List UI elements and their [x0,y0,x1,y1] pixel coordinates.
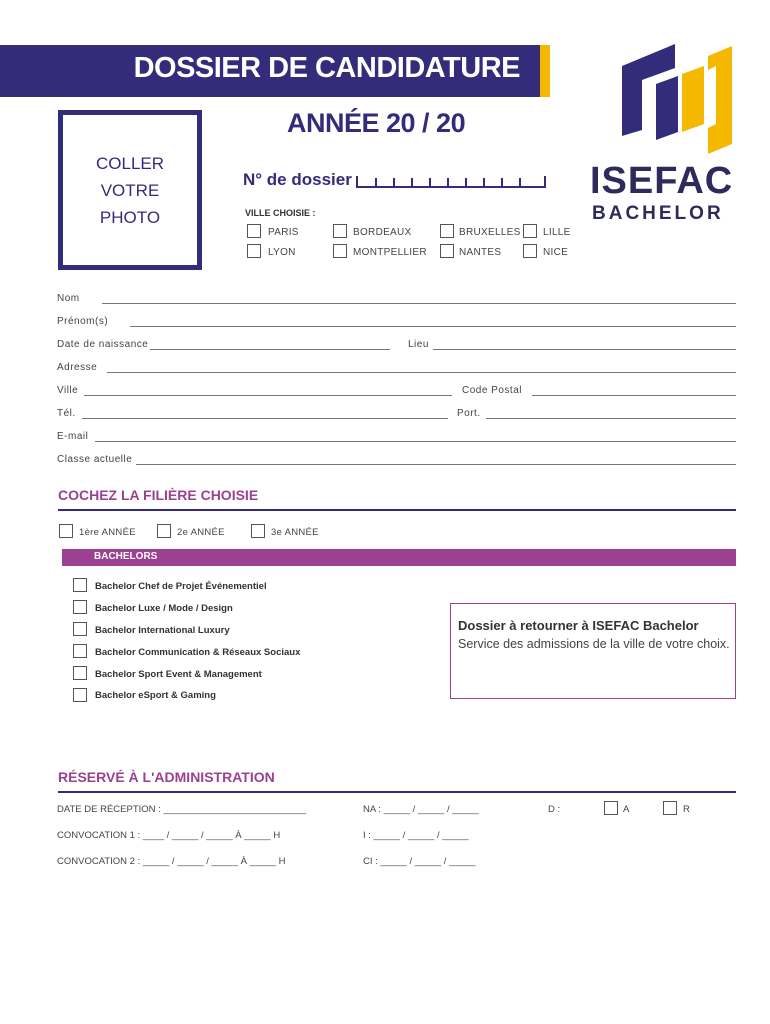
city-label: MONTPELLIER [353,247,427,258]
city-label: NICE [543,247,569,258]
program-checkbox[interactable] [73,688,87,702]
date-reception-field[interactable]: DATE DE RÉCEPTION : ___________________________ [57,804,307,815]
port-label: Port. [457,408,481,419]
ville-field[interactable] [84,395,452,396]
city-checkbox-bruxelles[interactable] [440,224,454,238]
nom-field[interactable] [102,303,736,304]
photo-line: PHOTO [99,208,161,227]
photo-line: COLLER [95,154,165,173]
program-label: Bachelor Luxe / Mode / Design [95,603,233,614]
year-checkbox-1[interactable] [59,524,73,538]
city-checkbox-bordeaux[interactable] [333,224,347,238]
isefac-logo-icon [620,44,738,154]
program-label: Bachelor Chef de Projet Événementiel [95,581,267,592]
classe-field[interactable] [136,464,736,465]
r-checkbox[interactable] [663,801,677,815]
port-field[interactable] [486,418,736,419]
year-label: 2e ANNÉE [177,527,225,538]
filiere-rule [58,509,736,511]
filiere-heading: COCHEZ LA FILIÈRE CHOISIE [58,487,259,503]
program-label: Bachelor eSport & Gaming [95,690,216,701]
year-label: 3e ANNÉE [271,527,319,538]
ville-choisie-label: VILLE CHOISIE : [245,208,316,218]
year-label: 1ère ANNÉE [79,527,136,538]
city-checkbox-nice[interactable] [523,244,537,258]
header-banner-accent [540,45,550,97]
date-naissance-label: Date de naissance [57,339,149,350]
city-label: BRUXELLES [459,227,521,238]
city-label: LYON [268,247,296,258]
city-label: NANTES [459,247,502,258]
email-field[interactable] [95,441,736,442]
a-label: A [623,804,630,815]
code-postal-label: Code Postal [462,385,522,396]
logo-subtitle: BACHELOR [592,203,724,224]
convocation-1-field[interactable]: CONVOCATION 1 : ____ / _____ / _____ À _____ H [57,830,281,841]
convocation-2-field[interactable]: CONVOCATION 2 : _____ / _____ / _____ À _____ H [57,856,286,867]
year-label: ANNÉE 20 / 20 [287,108,466,138]
ville-label: Ville [57,385,79,396]
prenom-label: Prénom(s) [57,316,109,327]
city-label: BORDEAUX [353,227,412,238]
lieu-label: Lieu [408,339,429,350]
page-title: DOSSIER DE CANDIDATURE [133,52,520,84]
program-checkbox[interactable] [73,622,87,636]
program-checkbox[interactable] [73,644,87,658]
prenom-field[interactable] [130,326,736,327]
admin-rule [58,791,736,793]
city-checkbox-nantes[interactable] [440,244,454,258]
program-checkbox[interactable] [73,666,87,680]
adresse-field[interactable] [107,372,736,373]
adresse-label: Adresse [57,362,98,373]
a-checkbox[interactable] [604,801,618,815]
year-checkbox-3[interactable] [251,524,265,538]
ci-field[interactable]: CI : _____ / _____ / _____ [363,856,476,867]
city-label: PARIS [268,227,299,238]
tel-label: Tél. [57,408,76,419]
program-label: Bachelor Communication & Réseaux Sociaux [95,647,301,658]
city-label: LILLE [543,227,571,238]
dossier-number-label: N° de dossier [243,170,352,189]
return-info-title: Dossier à retourner à ISEFAC Bachelor [458,618,699,633]
logo-name: ISEFAC [590,160,734,202]
return-info-text: Service des admissions de la ville de votre choix. [458,637,730,651]
r-label: R [683,804,690,815]
city-checkbox-paris[interactable] [247,224,261,238]
na-field[interactable]: NA : _____ / _____ / _____ [363,804,479,815]
nom-label: Nom [57,293,80,304]
city-checkbox-lyon[interactable] [247,244,261,258]
bachelors-bar [62,549,736,566]
email-label: E-mail [57,431,89,442]
city-checkbox-montpellier[interactable] [333,244,347,258]
admin-heading: RÉSERVÉ À L'ADMINISTRATION [58,769,275,785]
program-checkbox[interactable] [73,578,87,592]
classe-label: Classe actuelle [57,454,133,465]
photo-line: VOTRE [100,181,160,200]
photo-instructions [58,150,202,231]
code-postal-field[interactable] [532,395,736,396]
tel-field[interactable] [82,418,448,419]
dossier-number-input[interactable] [356,176,546,188]
i-field[interactable]: I : _____ / _____ / _____ [363,830,469,841]
d-label: D : [548,804,561,815]
year-checkbox-2[interactable] [157,524,171,538]
program-label: Bachelor Sport Event & Management [95,669,262,680]
lieu-field[interactable] [433,349,736,350]
city-checkbox-lille[interactable] [523,224,537,238]
bachelors-label: BACHELORS [94,551,158,562]
program-label: Bachelor International Luxury [95,625,230,636]
date-naissance-field[interactable] [150,349,390,350]
program-checkbox[interactable] [73,600,87,614]
